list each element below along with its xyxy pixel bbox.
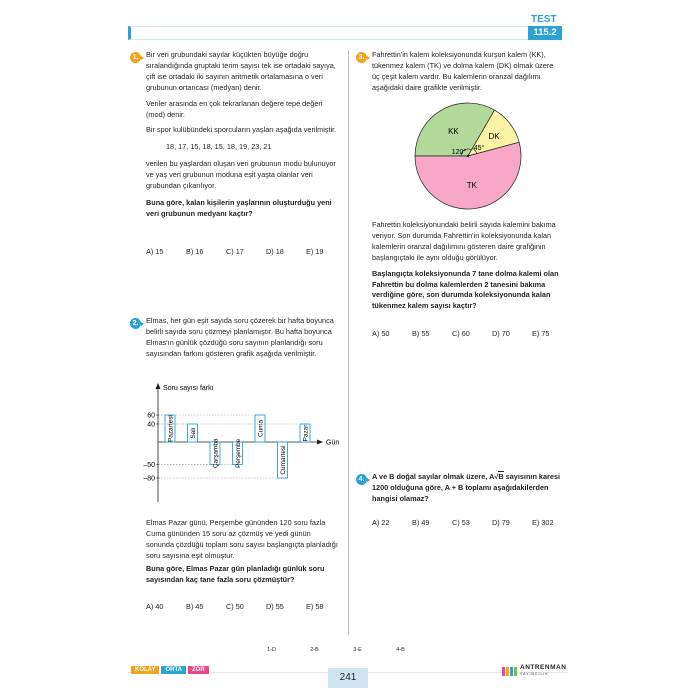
q3-option-e[interactable]: E) 75 [532, 329, 550, 338]
answer-key [250, 647, 422, 653]
q1-paragraph-4: verilen bu yaşlardan oluşan veri grubunun modu bulunuyor ve yaş veri grubunun moduna eşit yaşta olanlar veri grubundan çıkarılıyor. [146, 159, 336, 191]
y-tick-label: 40 [147, 421, 155, 429]
test-label: TEST [531, 14, 557, 25]
q1-option-a[interactable]: A) 15 [146, 247, 164, 256]
q2-option-b[interactable]: B) 45 [186, 602, 204, 611]
bar-label: Salı [189, 427, 197, 439]
q1-question: Buna göre, kalan kişilerin yaşlarının oluşturduğu yeni veri grubunun medyanı kaçtır? [146, 197, 332, 218]
q1-data: 18, 17, 15, 18, 15, 18, 19, 23, 21 [166, 142, 272, 152]
answer-4: 4-B [396, 647, 405, 653]
question-1 [146, 50, 338, 220]
q3-question: Başlangıçta koleksiyonunda 7 tane dolma kalemi olan Fahrettin bu dolma kalemlerden 2 tanesini bakıma verdiğine göre, son durumda koleksiyonunda kalan tükenmez kalem sayısı kaçtır? [372, 268, 559, 311]
q2-body [146, 518, 338, 585]
question-3-badge: 3. [356, 52, 367, 63]
y-axis-arrow-icon [156, 383, 161, 389]
pie-label: TK [466, 180, 477, 190]
logo-icon [502, 667, 517, 676]
q1-options [146, 247, 346, 256]
level-hard: ZOR [188, 666, 209, 674]
q3-option-a[interactable]: A) 50 [372, 329, 390, 338]
q2-option-a[interactable]: A) 40 [146, 602, 164, 611]
q1-option-b[interactable]: B) 16 [186, 247, 204, 256]
level-easy: KOLAY [131, 666, 159, 674]
bar-label: Cuma [257, 419, 265, 438]
q3-paragraph-2: Fahrettin koleksiyonundaki belirli sayıda kalemini bakıma veriyor. Son durumda Fahrettin'in koleksiyonunda kalan kalemlerin oranzal dağılımını gösteren daire grafiğinin başlangıçtaki ile aynı olduğu görülüyor. [372, 220, 556, 262]
q3-paragraph-1: Fahrettin'in kalem koleksiyonunda kurşun kalem (KK), tükenmez kalem (TK) ve dolma kalem (DK) olmak üzere üç çeşit kalem vardır. Bu kalemlerin oranzal dağılımı aşağıdaki daire grafikte verilmiştir. [372, 50, 554, 92]
q1-option-e[interactable]: E) 19 [306, 247, 324, 256]
difficulty-levels [131, 666, 209, 674]
answer-1: 1-D [267, 647, 276, 653]
q2-option-d[interactable]: D) 55 [266, 602, 284, 611]
x-axis-arrow-icon [317, 440, 323, 445]
q2-option-c[interactable]: C) 50 [226, 602, 244, 611]
bar-label: Pazar [302, 424, 310, 442]
q1-option-d[interactable]: D) 18 [266, 247, 284, 256]
difference-bar-chart [132, 380, 347, 505]
q1-paragraph-2: Veriler arasında en çok tekrarlanan değere tepe değeri (mod) denir. [146, 98, 323, 119]
q1-paragraph-1: Bir veri grubundaki sayılar küçükten büyüğe doğru sıralandığında gruptaki terim sayısı tek ise ortadaki sayıya, çift ise ortadaki iki sayının aritmetik ortalamasına o veri grubunun ortancası (medyan) denir. [146, 50, 336, 92]
q3-option-c[interactable]: C) 60 [452, 329, 470, 338]
bar-label: Çarşamba [212, 438, 220, 468]
bar-label: Perşembe [234, 438, 242, 468]
q2-paragraph-1: Elmas, her gün eşit sayıda soru çözerek bir hafta boyunca belirli sayıda soru çözmeyi planlamıştır. Bu hafta boyunca Elmas'ın günlük çözdüğü soru sayının planlandığı soru sayısından farkını gösteren grafik aşağıda verilmiştir. [146, 316, 334, 358]
page-number: 241 [328, 668, 368, 688]
brand-sub: YAYINCILIK [520, 672, 549, 676]
q4-option-b[interactable]: B) 49 [412, 518, 430, 527]
x-axis-label: Gün [326, 439, 340, 447]
column-divider [348, 50, 349, 635]
publisher-logo [502, 664, 566, 678]
y-tick-label: –50 [143, 462, 155, 469]
q4-options [372, 518, 572, 527]
sqrt-icon: √ [494, 472, 499, 481]
question-2-badge: 2. [130, 318, 141, 329]
brand-name: ANTRENMAN [520, 664, 567, 671]
pie-label: KK [448, 126, 459, 136]
q4-option-a[interactable]: A) 22 [372, 518, 390, 527]
q3-body [372, 220, 562, 312]
q2-paragraph-2: Elmas Pazar günü, Perşembe gününden 120 soru fazla Cuma gününden 15 soru az çözmüş ve yedi günün sonunda çözdüğü toplam soru sayısı başlangıçta planladığı soru sayısına eşit olmuştur. [146, 518, 338, 560]
q3-option-d[interactable]: D) 70 [492, 329, 510, 338]
answer-2: 2-B [310, 647, 319, 653]
test-number: 115.2 [528, 26, 562, 40]
angle-label: 120° [451, 149, 467, 156]
bar-label: Pazartesi [167, 415, 175, 442]
level-medium: ORTA [161, 666, 186, 674]
center-dot [467, 155, 469, 157]
q4-option-c[interactable]: C) 53 [452, 518, 470, 527]
q1-paragraph-3: Bir spor kulübündeki sporcuların yaşları aşağıda verilmiştir. [146, 125, 337, 135]
q4-question: A ve B doğal sayılar olmak üzere, A√B sayısının karesi 1200 olduğuna göre, A + B toplamı aşağıdakilerden hangisi olamaz? [372, 472, 561, 503]
q1-option-c[interactable]: C) 17 [226, 247, 244, 256]
pie-label: DK [488, 131, 500, 141]
y-axis-label: Soru sayısı farkı [163, 385, 214, 392]
q2-options [146, 602, 346, 611]
header-rule [128, 26, 560, 40]
question-1-badge: 1. [130, 52, 141, 63]
pen-distribution-pie-chart [410, 100, 530, 212]
q2-option-e[interactable]: E) 58 [306, 602, 324, 611]
q2-question: Buna göre, Elmas Pazar gün planladığı günlük soru sayısından kaç tane fazla soru çözmüştür? [146, 563, 325, 584]
y-tick-label: 60 [147, 412, 155, 420]
question-4-badge: 4. [356, 474, 367, 485]
bar-label: Cumartesi [279, 445, 287, 475]
angle-label: 45° [473, 145, 485, 152]
q4-option-e[interactable]: E) 302 [532, 518, 554, 527]
q3-option-b[interactable]: B) 55 [412, 329, 430, 338]
q4-option-d[interactable]: D) 79 [492, 518, 510, 527]
y-tick-label: –80 [143, 475, 155, 483]
answer-3: 3-E [353, 647, 362, 653]
q3-options [372, 329, 572, 338]
